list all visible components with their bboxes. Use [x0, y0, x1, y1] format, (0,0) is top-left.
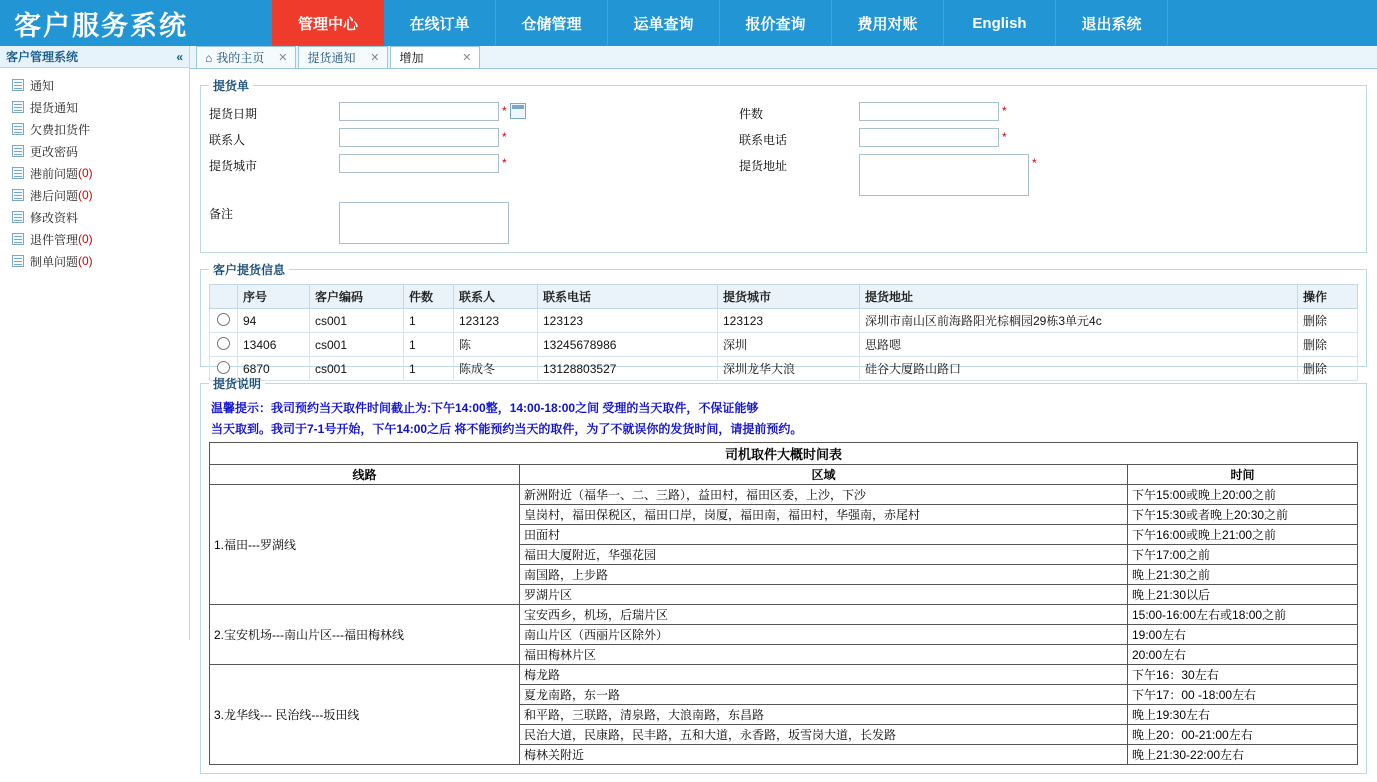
schedule-time: 晚上20：00-21:00左右: [1128, 725, 1358, 745]
pickup-city-input[interactable]: [339, 154, 499, 173]
cell-pieces: 1: [404, 309, 454, 333]
customer-pickup-info-legend: 客户提货信息: [213, 263, 286, 277]
required-mark: *: [1002, 104, 1007, 118]
pieces-input[interactable]: [859, 102, 999, 121]
column-pieces: 件数: [404, 285, 454, 309]
row-radio[interactable]: [217, 337, 230, 350]
schedule-header-row: [210, 465, 1358, 485]
customer-pickup-info: [200, 261, 1367, 376]
sidebar-item-pickup-notice[interactable]: [0, 96, 189, 118]
sidebar-menu: [0, 68, 189, 272]
delete-button[interactable]: 删除: [1298, 357, 1358, 381]
sidebar-item-label: 更改密码: [30, 144, 79, 159]
nav-item-management-center[interactable]: 管理中心: [272, 0, 384, 46]
schedule-area: 田面村: [520, 525, 1128, 545]
sidebar-item-return-management[interactable]: [0, 228, 189, 250]
sidebar-item-documentation-issue[interactable]: [0, 250, 189, 272]
close-icon[interactable]: ✕: [462, 52, 472, 64]
list-icon: [12, 167, 24, 179]
schedule-title-row: [210, 443, 1358, 465]
sidebar-item-label: 港前问题: [30, 166, 79, 181]
schedule-time: 晚上21:30以后: [1128, 585, 1358, 605]
column-no: 序号: [238, 285, 310, 309]
schedule-column-time: 时间: [1128, 465, 1358, 485]
list-icon: [12, 233, 24, 245]
schedule-area: 夏龙南路，东一路: [520, 685, 1128, 705]
sidebar-item-label: 欠费扣货件: [30, 122, 91, 137]
sidebar-item-label: 制单问题: [30, 254, 79, 269]
schedule-area: 罗湖片区: [520, 585, 1128, 605]
schedule-row: [210, 605, 1358, 625]
contact-input[interactable]: [339, 128, 499, 147]
column-customer-code: 客户编码: [310, 285, 404, 309]
schedule-area: 梅龙路: [520, 665, 1128, 685]
cell-city: 深圳: [718, 333, 860, 357]
list-icon: [12, 123, 24, 135]
column-select: [210, 285, 238, 309]
calendar-icon[interactable]: [510, 103, 526, 119]
cell-no: 94: [238, 309, 310, 333]
required-mark: *: [502, 130, 507, 144]
schedule-area: 皇岗村，福田保税区，福田口岸，岗厦，福田南，福田村，华强南，赤尾村: [520, 505, 1128, 525]
nav-item-online-order[interactable]: 在线订单: [384, 0, 496, 46]
nav-item-warehouse[interactable]: 仓储管理: [496, 0, 608, 46]
cell-phone: 13128803527: [538, 357, 718, 381]
schedule-area: 福田梅林片区: [520, 645, 1128, 665]
sidebar-item-label: 港后问题: [30, 188, 79, 203]
sidebar-item-notice[interactable]: [0, 74, 189, 96]
sidebar-item-count: (0): [78, 254, 93, 268]
tab-label: 增加: [399, 51, 424, 65]
list-icon: [12, 79, 24, 91]
sidebar-item-count: (0): [78, 166, 93, 180]
cell-city: 深圳龙华大浪: [718, 357, 860, 381]
sidebar-item-count: (0): [78, 188, 93, 202]
pickup-city-label: 提货城市: [209, 159, 258, 173]
required-mark: *: [1002, 130, 1007, 144]
cell-pieces: 1: [404, 357, 454, 381]
app-brand-title: 客户服务系统: [0, 0, 272, 46]
sidebar-item-pre-port-issue[interactable]: [0, 162, 189, 184]
nav-item-logout[interactable]: 退出系统: [1056, 0, 1168, 46]
sidebar-header: [0, 46, 189, 68]
sidebar: [0, 46, 190, 640]
sidebar-item-label: 通知: [30, 78, 55, 93]
schedule-row: [210, 665, 1358, 685]
tab-label: 提货通知: [307, 51, 356, 65]
column-phone: 联系电话: [538, 285, 718, 309]
nav-item-english[interactable]: English: [944, 0, 1056, 46]
cell-phone: 13245678986: [538, 333, 718, 357]
pickup-order-legend: 提货单: [213, 79, 250, 93]
pieces-label: 件数: [739, 107, 764, 121]
cell-customer-code: cs001: [310, 357, 404, 381]
customer-pickup-table-wrapper[interactable]: [209, 284, 1358, 376]
top-navigation-bar: [0, 0, 1377, 46]
driver-schedule-table: [209, 442, 1358, 765]
close-icon[interactable]: ✕: [370, 52, 380, 64]
close-icon[interactable]: ✕: [278, 52, 288, 64]
list-icon: [12, 189, 24, 201]
column-operation: 操作: [1298, 285, 1358, 309]
sidebar-item-change-password[interactable]: [0, 140, 189, 162]
schedule-title: 司机取件大概时间表: [210, 443, 1358, 465]
phone-label: 联系电话: [739, 133, 788, 147]
cell-address: 硅谷大厦路山路口: [860, 357, 1298, 381]
schedule-area: 福田大厦附近，华强花园: [520, 545, 1128, 565]
row-radio-cell[interactable]: [210, 333, 238, 357]
row-radio-cell[interactable]: [210, 309, 238, 333]
sidebar-item-count: (0): [78, 232, 93, 246]
remark-input[interactable]: [339, 202, 509, 244]
schedule-area: 新洲附近（福华一、二、三路），益田村，福田区委，上沙，下沙: [520, 485, 1128, 505]
list-icon: [12, 255, 24, 267]
nav-item-waybill-query[interactable]: 运单查询: [608, 0, 720, 46]
schedule-column-area: 区域: [520, 465, 1128, 485]
column-city: 提货城市: [718, 285, 860, 309]
tab-pickup-notice[interactable]: [298, 46, 388, 68]
schedule-area: 民治大道，民康路，民丰路，五和大道，永香路，坂雪岗大道，长发路: [520, 725, 1128, 745]
schedule-time: 下午15:30或者晚上20:30之前: [1128, 505, 1358, 525]
cell-address: 深圳市南山区前海路阳光棕榈园29栋3单元4c: [860, 309, 1298, 333]
contact-label: 联系人: [209, 133, 246, 147]
tab-label: 我的主页: [216, 51, 265, 65]
pickup-instructions: [200, 375, 1367, 774]
schedule-time: 20:00左右: [1128, 645, 1358, 665]
schedule-time: 下午16：30左右: [1128, 665, 1358, 685]
schedule-time: 下午16:00或晚上21:00之前: [1128, 525, 1358, 545]
cell-customer-code: cs001: [310, 333, 404, 357]
pickup-order-form: [200, 77, 1367, 253]
schedule-time: 下午17：00 -18:00左右: [1128, 685, 1358, 705]
schedule-area: 南国路，上步路: [520, 565, 1128, 585]
list-icon: [12, 211, 24, 223]
sidebar-item-label: 提货通知: [30, 100, 79, 115]
column-contact: 联系人: [454, 285, 538, 309]
sidebar-item-label: 退件管理: [30, 232, 79, 247]
schedule-time: 15:00-16:00左右或18:00之前: [1128, 605, 1358, 625]
table-row[interactable]: [210, 309, 1358, 333]
delete-button[interactable]: 删除: [1298, 309, 1358, 333]
cell-phone: 123123: [538, 309, 718, 333]
pickup-date-label: 提货日期: [209, 107, 258, 121]
cell-pieces: 1: [404, 333, 454, 357]
sidebar-item-arrears-hold[interactable]: [0, 118, 189, 140]
cell-contact: 陈: [454, 333, 538, 357]
content-area: [190, 69, 1377, 782]
sidebar-item-post-port-issue[interactable]: [0, 184, 189, 206]
table-row[interactable]: [210, 333, 1358, 357]
schedule-time: 下午15:00或晚上20:00之前: [1128, 485, 1358, 505]
cell-city: 123123: [718, 309, 860, 333]
pickup-instructions-legend: 提货说明: [213, 377, 262, 391]
collapse-icon[interactable]: «: [176, 49, 183, 64]
schedule-route: 3.龙华线--- 民治线---坂田线: [210, 665, 520, 765]
schedule-time: 晚上21:30-22:00左右: [1128, 745, 1358, 765]
required-mark: *: [1032, 156, 1037, 170]
delete-button[interactable]: 删除: [1298, 333, 1358, 357]
notice-line-2: 当天取到。我司于7-1号开始，下午14:00之后 将不能预约当天的取件，为了不就误你的发货时间，请提前预约。: [211, 422, 803, 436]
tab-bar: [190, 46, 1377, 69]
required-mark: *: [502, 104, 507, 118]
schedule-route: 2.宝安机场---南山片区---福田梅林线: [210, 605, 520, 665]
schedule-area: 和平路，三联路，清泉路，大浪南路，东昌路: [520, 705, 1128, 725]
sidebar-title: 客户管理系统: [6, 50, 79, 64]
schedule-time: 晚上19:30左右: [1128, 705, 1358, 725]
list-icon: [12, 145, 24, 157]
schedule-area: 梅林关附近: [520, 745, 1128, 765]
phone-input[interactable]: [859, 128, 999, 147]
remark-label: 备注: [209, 207, 234, 221]
schedule-area: 宝安西乡，机场，后瑞片区: [520, 605, 1128, 625]
home-icon: ⌂: [205, 51, 213, 65]
schedule-time: 19:00左右: [1128, 625, 1358, 645]
row-radio[interactable]: [217, 361, 230, 374]
schedule-route: 1.福田---罗湖线: [210, 485, 520, 605]
cell-address: 思路嗯: [860, 333, 1298, 357]
required-mark: *: [502, 156, 507, 170]
list-icon: [12, 101, 24, 113]
pickup-date-input[interactable]: [339, 102, 499, 121]
pickup-address-input[interactable]: [859, 154, 1029, 196]
schedule-row: [210, 485, 1358, 505]
schedule-area: 南山片区（西丽片区除外）: [520, 625, 1128, 645]
nav-item-fee-reconciliation[interactable]: 费用对账: [832, 0, 944, 46]
customer-pickup-table: [209, 284, 1358, 381]
column-address: 提货地址: [860, 285, 1298, 309]
cell-customer-code: cs001: [310, 309, 404, 333]
table-header-row: [210, 285, 1358, 309]
cell-no: 13406: [238, 333, 310, 357]
schedule-time: 晚上21:30之前: [1128, 565, 1358, 585]
sidebar-item-label: 修改资料: [30, 210, 79, 225]
row-radio[interactable]: [217, 313, 230, 326]
notice-line-1: 温馨提示：我司预约当天取件时间截止为:下午14:00整，14:00-18:00之间 受理的当天取件，不保证能够: [211, 401, 759, 415]
nav-item-quotation-query[interactable]: 报价查询: [720, 0, 832, 46]
schedule-time: 下午17:00之前: [1128, 545, 1358, 565]
cell-contact: 123123: [454, 309, 538, 333]
main-panel: [190, 46, 1377, 762]
tab-my-homepage[interactable]: [196, 46, 296, 68]
cell-contact: 陈成冬: [454, 357, 538, 381]
pickup-address-label: 提货地址: [739, 159, 788, 173]
sidebar-item-edit-profile[interactable]: [0, 206, 189, 228]
schedule-column-route: 线路: [210, 465, 520, 485]
cell-no: 6870: [238, 357, 310, 381]
tab-add[interactable]: [390, 46, 480, 68]
